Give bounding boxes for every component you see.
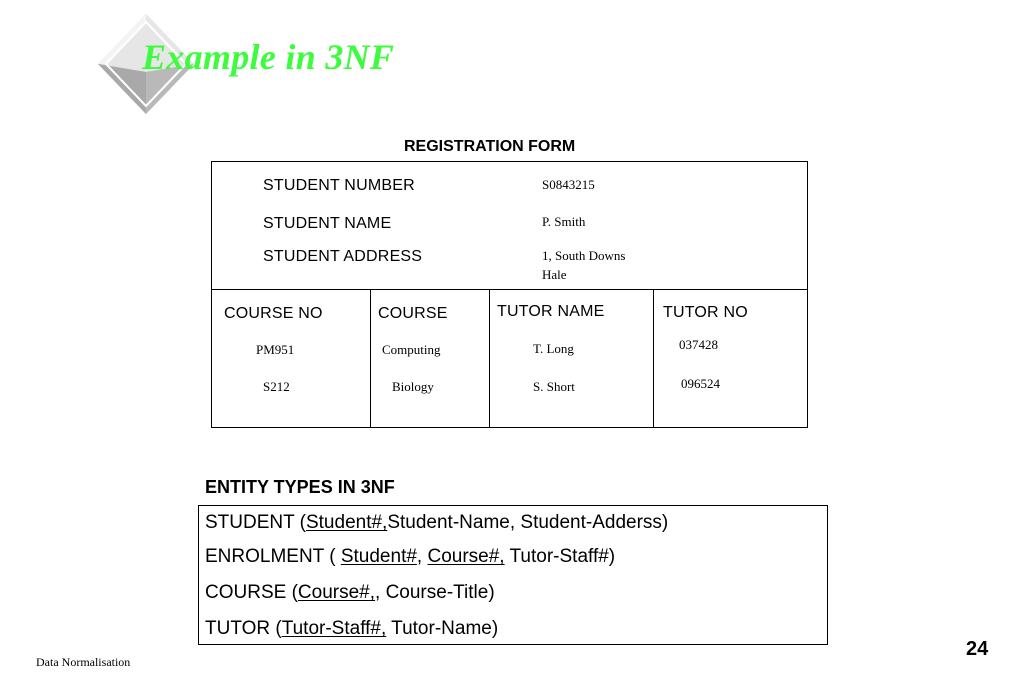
student-number-value: S0843215 — [542, 177, 595, 192]
entity-course: COURSE (Course#,, Course-Title) — [205, 582, 495, 603]
primary-key: Course#, — [427, 546, 505, 567]
tutor-no-cell: 037428 — [679, 337, 718, 352]
course-no-cell: PM951 — [256, 342, 295, 357]
primary-key: Student#, — [305, 512, 388, 533]
course-cell: Biology — [392, 379, 434, 394]
primary-key: Tutor-Staff#, — [281, 618, 387, 639]
tutor-name-cell: T. Long — [533, 341, 574, 356]
entity-types-heading: ENTITY TYPES IN 3NF — [205, 477, 395, 497]
column-header-course: COURSE — [378, 305, 448, 322]
entity-tutor: TUTOR (Tutor-Staff#, Tutor-Name) — [205, 618, 499, 639]
student-name-value: P. Smith — [542, 214, 586, 229]
entity-enrolment: ENROLMENT ( Student#, Course#, Tutor-Staff#) — [205, 546, 616, 567]
footer-text: Data Normalisation — [36, 655, 131, 669]
tutor-name-cell: S. Short — [533, 379, 575, 394]
student-name-label: STUDENT NAME — [263, 215, 392, 232]
primary-key: Student# — [340, 546, 417, 567]
column-divider — [489, 289, 490, 428]
column-divider — [653, 289, 654, 428]
entity-student: STUDENT (Student#,Student-Name, Student-Adderss) — [205, 512, 669, 533]
page-number: 24 — [966, 638, 989, 660]
student-number-label: STUDENT NUMBER — [263, 177, 415, 194]
course-no-cell: S212 — [263, 379, 290, 394]
column-header-tutor-no: TUTOR NO — [663, 304, 748, 321]
student-address-label: STUDENT ADDRESS — [263, 248, 423, 265]
student-address-line1: 1, South Downs — [542, 248, 626, 263]
course-cell: Computing — [382, 342, 441, 357]
form-divider — [211, 289, 808, 290]
primary-key: Course#, — [297, 582, 376, 603]
form-title: REGISTRATION FORM — [404, 138, 576, 155]
tutor-no-cell: 096524 — [681, 376, 720, 391]
column-header-tutor-name: TUTOR NAME — [497, 303, 605, 320]
column-divider — [370, 289, 371, 428]
column-header-course-no: COURSE NO — [224, 305, 323, 322]
slide-title: Example in 3NF — [142, 37, 395, 77]
student-address-line2: Hale — [542, 267, 567, 282]
